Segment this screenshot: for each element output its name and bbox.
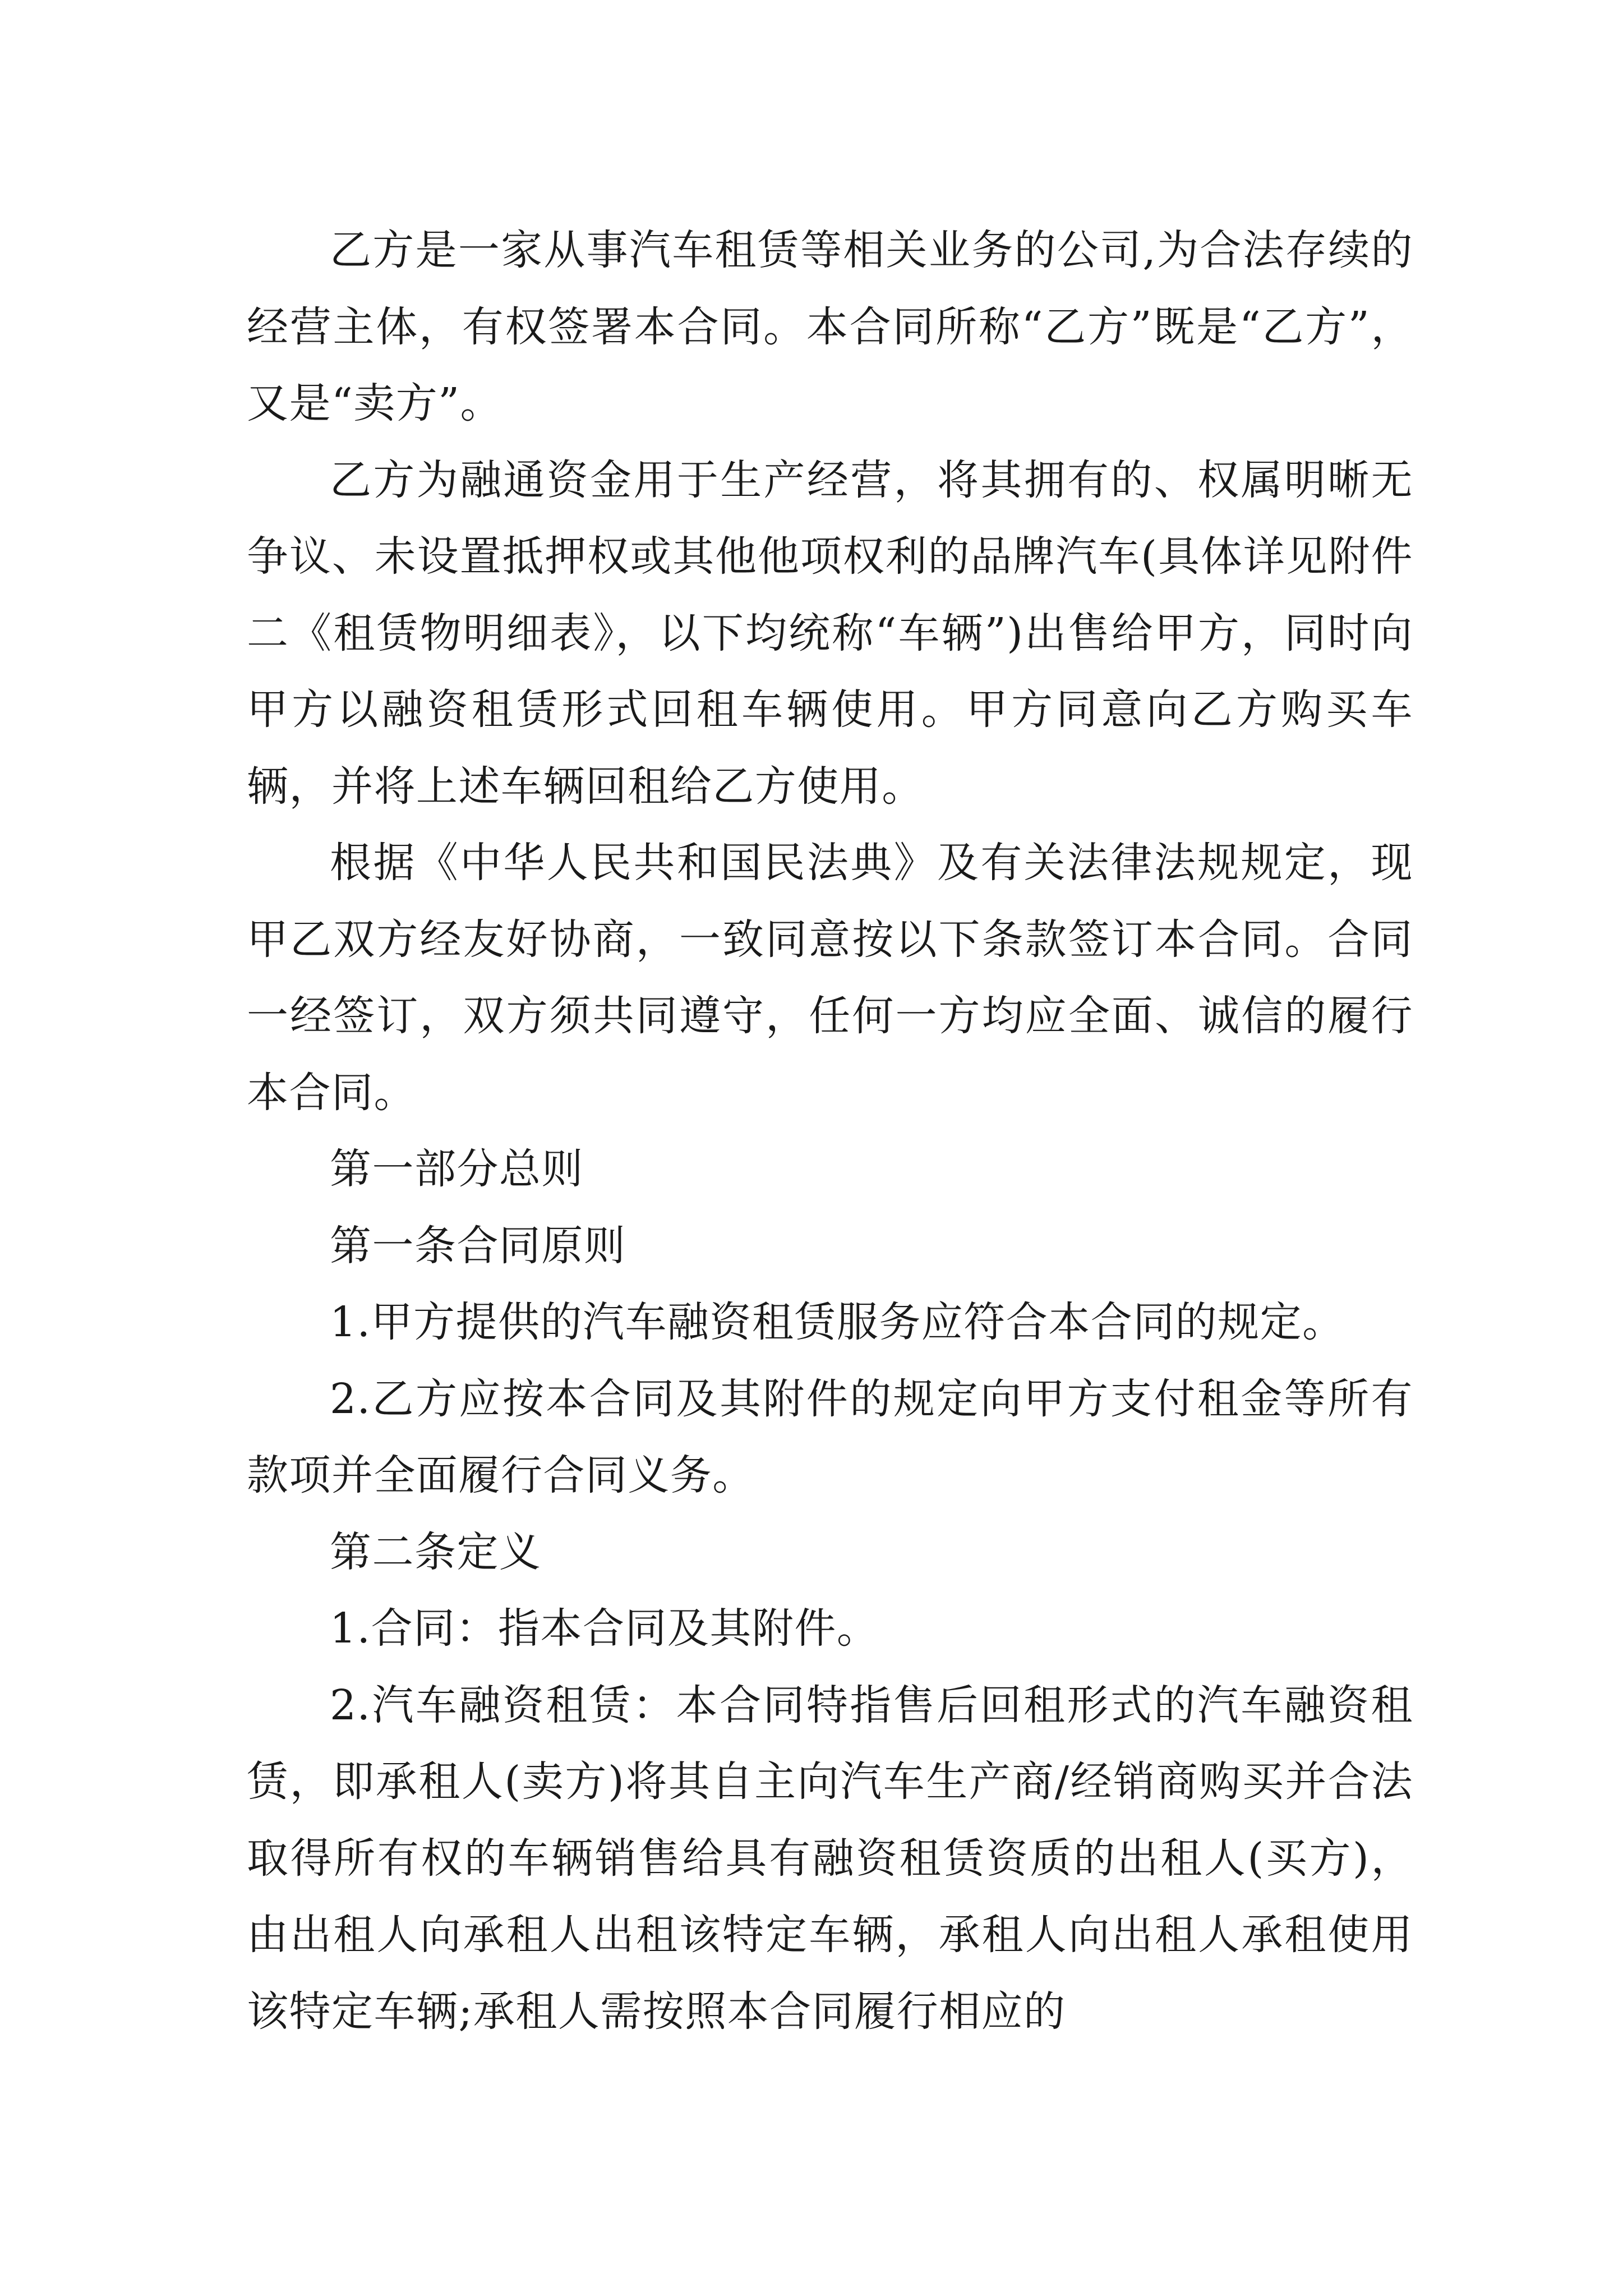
- document-body: [247, 212, 1413, 2050]
- paragraph-leaseback-purpose: 乙方为融通资金用于生产经营，将其拥有的、权属明晰无争议、未设置抵押权或其他他项权利的品牌汽车(具体详见附件二《租赁物明细表》，以下均统称“车辆”)出售给甲方，同时向甲方以融资租赁形式回租车辆使用。甲方同意向乙方购买车辆，并将上述车辆回租给乙方使用。: [247, 455, 1413, 811]
- part-heading: 第一部分总则: [330, 1145, 584, 1193]
- article-2-item-2: 2.汽车融资租赁：本合同特指售后回租形式的汽车融资租赁，即承租人(卖方)将其自主向汽车生产商/经销商购买并合法取得所有权的车辆销售给具有融资租赁资质的出租人(买方)，由出租人向承租人出租该特定车辆，承租人向出租人承租使用该特定车辆;承租人需按照本合同履行相应的: [247, 1681, 1413, 2036]
- article-1-heading: 第一条合同原则: [330, 1221, 626, 1270]
- article-1-item-1: 1.甲方提供的汽车融资租赁服务应符合本合同的规定。: [330, 1298, 1345, 1346]
- paragraph-party-b-intro: 乙方是一家从事汽车租赁等相关业务的公司,为合法存续的经营主体，有权签署本合同。本合同所称“乙方”既是“乙方”，又是“卖方”。: [247, 226, 1413, 427]
- article-2-item-1: 1.合同：指本合同及其附件。: [330, 1604, 879, 1653]
- paragraph-legal-basis: 根据《中华人民共和国民法典》及有关法律法规规定，现甲乙双方经友好协商，一致同意按以下条款签订本合同。合同一经签订，双方须共同遵守，任何一方均应全面、诚信的履行本合同。: [247, 839, 1413, 1117]
- article-2-heading: 第二条定义: [330, 1527, 542, 1576]
- article-1-item-2: 2.乙方应按本合同及其附件的规定向甲方支付租金等所有款项并全面履行合同义务。: [247, 1374, 1413, 1499]
